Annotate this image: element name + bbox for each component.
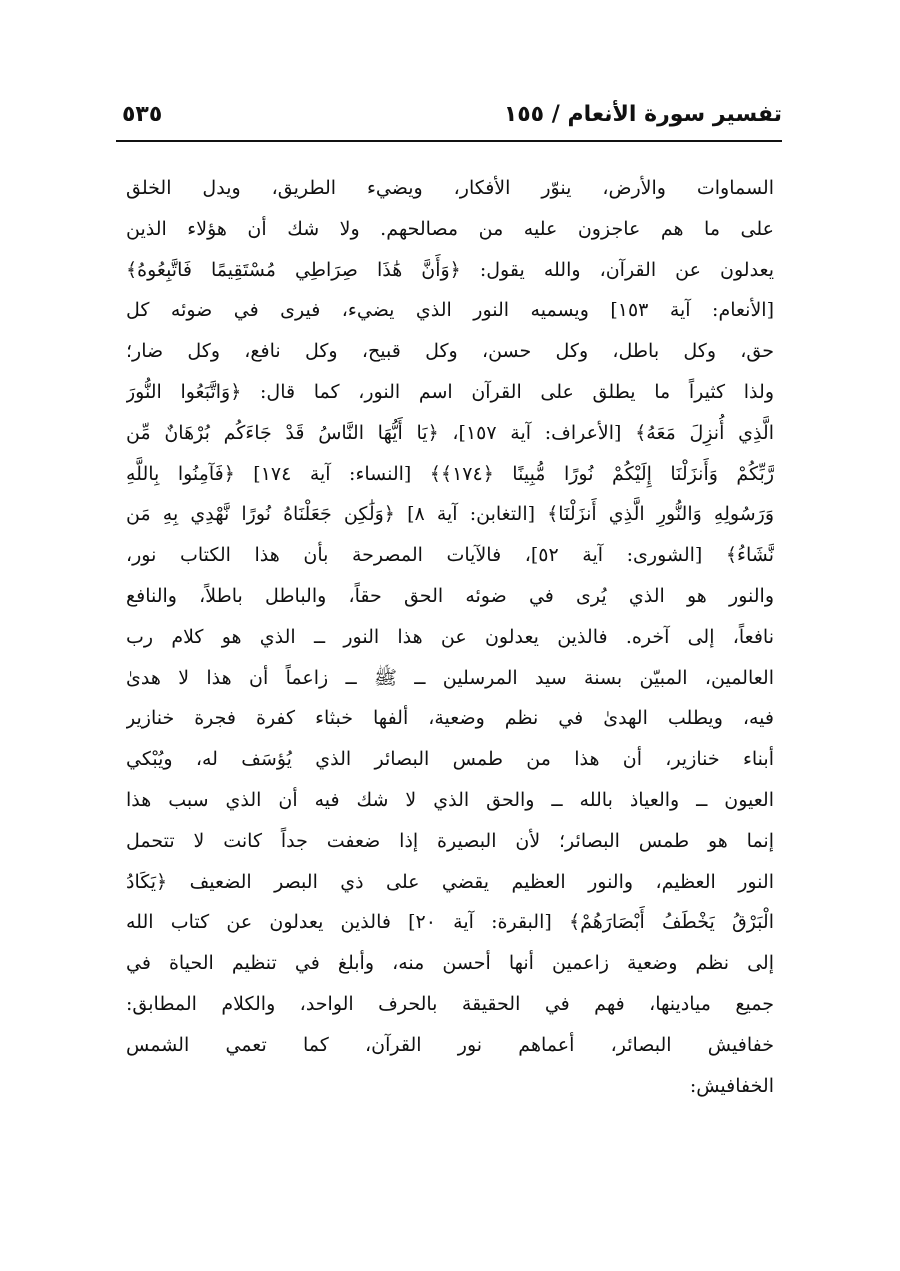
text-line: وَرَسُولِهِ وَالنُّورِ الَّذِي أَنزَلْنَا﴾ [التغابن: آية ٨] ﴿وَلَٰكِن جَعَلْنَاهُ نُورًا نَّهْدِي بِهِ مَن (126, 503, 774, 526)
text-line: العيون ــ والعياذ بالله ــ والحق الذي لا شك فيه أن الذي سبب هذا (126, 788, 774, 811)
text-line: نافعاً، إلى آخره. فالذين يعدلون عن هذا النور ــ الذي هو كلام رب (126, 625, 774, 648)
text-line: إلى نظم وضعية زاعمين أنها أحسن منه، وأبلغ في تنظيم الحياة في (126, 952, 774, 975)
text-line: أبناء خنازير، أن هذا من طمس البصائر الذي يُؤسَف له، ويُبْكي (126, 748, 774, 771)
text-line: يعدلون عن القرآن، والله يقول: ﴿وَأَنَّ هَٰذَا صِرَاطِي مُسْتَقِيمًا فَاتَّبِعُوهُ﴾ (126, 258, 774, 281)
text-line: فيه، ويطلب الهدىٰ في نظم وضعية، ألفها خبثاء كفرة فجرة خنازير (126, 707, 774, 730)
text-line: الَّذِي أُنزِلَ مَعَهُ﴾ [الأعراف: آية ١٥٧]، ﴿يَا أَيُّهَا النَّاسُ قَدْ جَاءَكُم بُرْهَانٌ مِّن (126, 421, 774, 444)
text-line: نَّشَاءُ﴾ [الشورى: آية ٥٢]، فالآيات المصرحة بأن هذا الكتاب نور، (126, 544, 774, 567)
text-line: رَّبِّكُمْ وَأَنزَلْنَا إِلَيْكُمْ نُورًا مُّبِينًا ﴿١٧٤﴾﴾ [النساء: آية ١٧٤] ﴿فَآمِنُوا بِاللَّهِ (126, 462, 774, 485)
text-line: والنور هو الذي يُرى في ضوئه الحق حقاً، والباطل باطلاً، والنافع (126, 584, 774, 607)
text-line: الخفافيش: (689, 1074, 774, 1097)
text-line: النور العظيم، والنور العظيم يقضي على ذي البصر الضعيف ﴿يَكَادُ (126, 870, 774, 893)
text-line: على ما هم عاجزون عليه من مصالحهم. ولا شك أن هؤلاء الذين (126, 217, 774, 240)
running-header (118, 100, 782, 140)
text-line: [الأنعام: آية ١٥٣] ويسميه النور الذي يضيء، فيرى في ضوئه كل (126, 299, 774, 322)
header-rule (116, 140, 782, 142)
text-line: حق، وكل باطل، وكل حسن، وكل قبيح، وكل نافع، وكل ضار؛ (126, 340, 774, 363)
body-text (126, 168, 774, 1106)
text-line: العالمين، المبيّن بسنة سيد المرسلين ــ ﷺ ــ زاعماً أن هذا لا هدىٰ (126, 666, 774, 689)
header-title: تفسير سورة الأنعام / ١٥٥ (503, 102, 782, 127)
text-line: ولذا كثيراً ما يطلق على القرآن اسم النور، كما قال: ﴿وَاتَّبَعُوا النُّورَ (126, 380, 774, 403)
page-number: ٥٣٥ (122, 102, 163, 127)
text-line: خفافيش البصائر، أعماهم نور القرآن، كما تعمي الشمس (126, 1033, 774, 1056)
text-line: الْبَرْقُ يَخْطَفُ أَبْصَارَهُمْ﴾ [البقرة: آية ٢٠] فالذين يعدلون عن كتاب الله (126, 911, 774, 934)
text-line: جميع ميادينها، فهم في الحقيقة بالحرف الواحد، والكلام المطابق: (126, 992, 774, 1015)
text-line: إنما هو طمس البصائر؛ لأن البصيرة إذا ضعفت جداً كانت لا تتحمل (126, 829, 774, 852)
text-line: السماوات والأرض، ينوّر الأفكار، ويضيء الطريق، ويدل الخلق (126, 177, 774, 199)
